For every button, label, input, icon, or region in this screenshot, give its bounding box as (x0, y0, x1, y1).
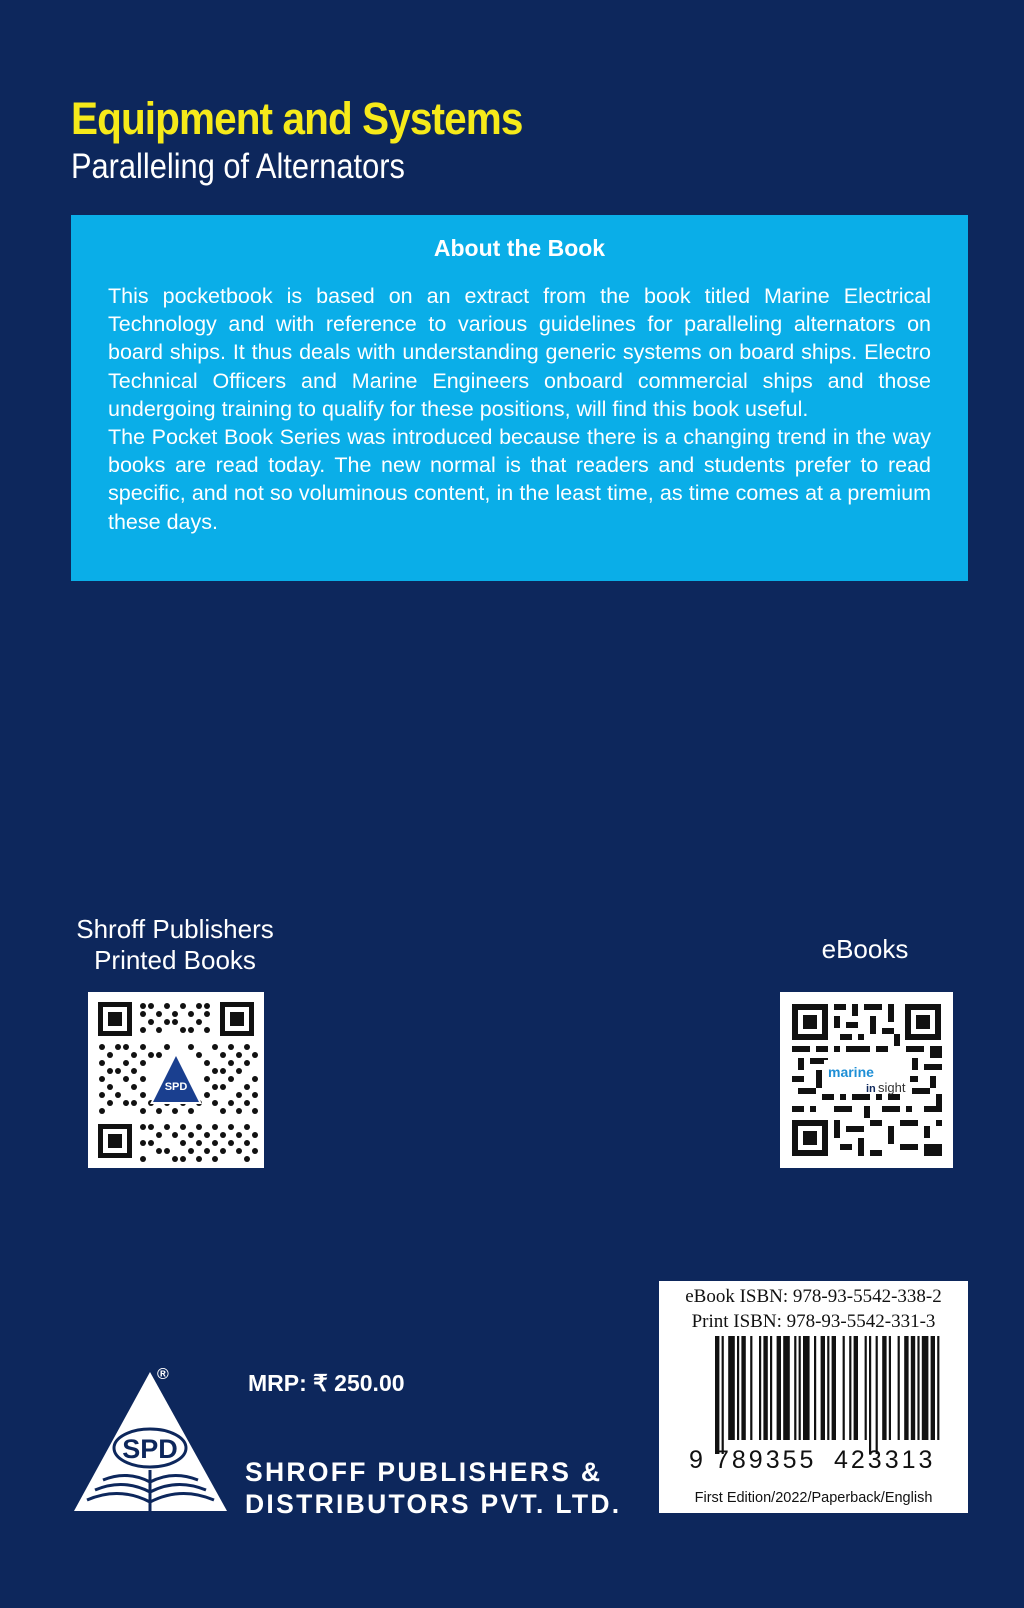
edition-info: First Edition/2022/Paperback/English (694, 1490, 933, 1506)
ebook-isbn: eBook ISBN: 978-93-5542-338-2 (685, 1286, 942, 1307)
isbn-barcode-box (659, 1281, 968, 1513)
barcode-bar (876, 1336, 878, 1454)
barcode-bar (722, 1336, 724, 1454)
barcode-icon (659, 1336, 968, 1456)
barcode-bar (814, 1336, 816, 1440)
about-the-book-box (71, 215, 968, 581)
barcode-bar (794, 1336, 796, 1440)
barcode-bar (763, 1336, 767, 1440)
spd-logo (73, 1366, 228, 1512)
barcode-bar (904, 1336, 908, 1440)
printed-books-qr-code[interactable] (88, 992, 264, 1168)
barcode-bar (799, 1336, 801, 1440)
barcode-bar (911, 1336, 915, 1440)
spd-triangle-logo-icon (73, 1370, 228, 1512)
barcode-bar (922, 1336, 929, 1440)
about-heading: About the Book (433, 235, 606, 261)
mrp-price: MRP: ₹ 250.00 (248, 1370, 405, 1396)
barcode-bar (715, 1336, 719, 1454)
ebooks-qr-code[interactable] (780, 992, 953, 1168)
qr-center-logo-sight: sight (878, 1080, 906, 1095)
printed-books-label-line-2: Printed Books (94, 945, 256, 975)
barcode-bar (741, 1336, 745, 1440)
barcode-digits (689, 1446, 954, 1474)
barcode-bar (898, 1336, 900, 1440)
barcode-bar (821, 1336, 825, 1440)
barcode-bar (931, 1336, 935, 1440)
qr-code-icon (88, 992, 264, 1168)
printed-books-label (70, 914, 280, 976)
publisher-name (245, 1456, 621, 1520)
barcode-bar (770, 1336, 772, 1440)
ebooks-label: eBooks (821, 934, 909, 964)
barcode-digit-lead: 9 (689, 1446, 706, 1474)
barcode-bar (854, 1336, 858, 1440)
barcode-bar (849, 1336, 851, 1440)
barcode-bar (783, 1336, 790, 1440)
barcode-digits-right: 423313 (834, 1446, 936, 1474)
book-title: Equipment and Systems (71, 93, 523, 144)
barcode-bar (803, 1336, 810, 1440)
barcode-bar (728, 1336, 735, 1440)
barcode-bar (869, 1336, 871, 1454)
about-paragraph-2: The Pocket Book Series was introduced because there is a changing trend in the way books are read today. The new normal is that readers and students prefer to read specific, and not so voluminous content, in the least time, as time comes at a premium these days. (108, 425, 931, 534)
printed-books-label-line-1: Shroff Publishers (76, 914, 274, 944)
barcode-bar (832, 1336, 836, 1440)
about-paragraph-1: This pocketbook is based on an extract from the book titled Marine Electrical Technology and with reference to various guidelines for paralleling alternators on board ships. It thus deals with understanding generic systems on board ships. Electro Technical Officers and Marine Engineers onboard commercial ships and those undergoing training to qualify for these positions, will find this book useful. (108, 284, 931, 421)
book-subtitle: Paralleling of Alternators (71, 147, 405, 186)
barcode-bar (865, 1336, 867, 1440)
barcode-bar (843, 1336, 845, 1440)
registered-mark: ® (157, 1366, 169, 1383)
qr-code-icon (780, 992, 953, 1168)
publisher-name-line-1: SHROFF PUBLISHERS & (245, 1457, 603, 1487)
barcode-bar (882, 1336, 886, 1440)
publisher-name-line-2: DISTRIBUTORS PVT. LTD. (245, 1489, 622, 1519)
qr-center-logo-in: in (866, 1083, 876, 1095)
barcode-bar (737, 1336, 739, 1440)
barcode-bar (889, 1336, 891, 1440)
print-isbn: Print ISBN: 978-93-5542-331-3 (691, 1311, 936, 1332)
barcode-bar (750, 1336, 752, 1440)
barcode-bar (937, 1336, 939, 1440)
barcode-bar (759, 1336, 761, 1440)
qr-center-logo-text: SPD (164, 1081, 188, 1093)
barcode-digits-left: 789355 (715, 1446, 817, 1474)
barcode-bar (827, 1336, 829, 1440)
barcode-bar (917, 1336, 919, 1440)
barcode-bar (777, 1336, 781, 1440)
spd-logo-text: SPD (122, 1434, 178, 1464)
qr-center-logo-marine: marine (828, 1064, 874, 1080)
